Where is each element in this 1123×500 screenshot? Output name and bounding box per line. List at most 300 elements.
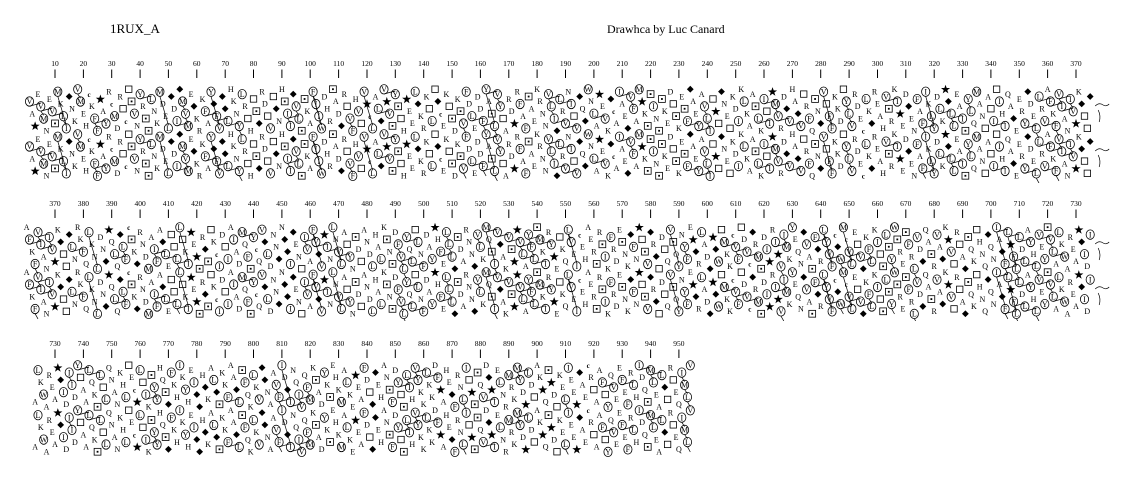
residue-letter: E — [531, 161, 537, 171]
residue-letter: N — [43, 171, 50, 181]
residue-letter: R — [1067, 232, 1073, 242]
hydrophobic-letter: V — [386, 154, 393, 164]
hydrophobic-letter: L — [338, 259, 344, 269]
residue-letter: Q — [245, 390, 251, 400]
hydrophobic-letter: M — [754, 297, 762, 307]
residue-letter: N — [911, 171, 918, 181]
residue-letter: A — [372, 137, 379, 147]
hydrophobic-letter: I — [924, 132, 928, 142]
hydrophobic-letter: W — [836, 254, 845, 264]
residue-letter: E — [571, 432, 577, 442]
residue-letter: D — [667, 87, 674, 97]
residue-letter: D — [355, 245, 362, 254]
serine-dot-icon — [219, 448, 221, 450]
residue-letter: E — [909, 159, 914, 169]
hydrophobic-letter: I — [218, 307, 221, 317]
residue-letter: N — [108, 420, 115, 430]
residue-letter: A — [341, 410, 348, 420]
hydrophobic-letter: F — [685, 116, 690, 126]
residue-letter: D — [281, 418, 288, 428]
hydrophobic-letter: L — [557, 139, 563, 149]
hydrophobic-letter: F — [435, 418, 441, 428]
hydrophobic-letter: V — [744, 247, 750, 257]
hydrophobic-letter: L — [869, 257, 875, 267]
residue-letter: K — [145, 447, 152, 457]
residue-letter: N — [633, 254, 640, 264]
hydrophobic-letter: L — [86, 365, 92, 375]
ruler-label: 860 — [418, 339, 430, 348]
hydrophobic-letter: V — [74, 130, 81, 139]
residue-letter: A — [1064, 264, 1071, 274]
hydrophobic-letter: V — [732, 287, 739, 297]
residue-letter: K — [863, 232, 869, 242]
residue-letter: D — [392, 410, 399, 420]
residue-letter: A — [1061, 159, 1068, 169]
hydrophobic-letter: L — [265, 294, 271, 304]
residue-letter: D — [854, 102, 861, 112]
cysteine-letter: c — [731, 231, 735, 240]
residue-letter: R — [628, 413, 634, 423]
hydrophobic-letter: L — [296, 114, 302, 124]
residue-letter: K — [891, 85, 898, 94]
residue-letter: H — [880, 169, 886, 179]
residue-letter: A — [205, 119, 211, 129]
serine-dot-icon — [284, 146, 286, 148]
residue-letter: K — [925, 99, 932, 109]
residue-letter: E — [588, 280, 594, 290]
hydrophobic-letter: V — [610, 428, 617, 437]
residue-letter: K — [54, 225, 61, 235]
hydrophobic-letter: I — [47, 277, 51, 287]
residue-letter: D — [236, 304, 243, 314]
hydrophobic-letter: I — [1083, 294, 1086, 304]
ruler-label: 890 — [503, 339, 515, 348]
serine-dot-icon — [1047, 271, 1049, 273]
serine-dot-icon — [644, 296, 646, 298]
hydrophobic-letter: L — [429, 116, 435, 126]
hydrophobic-letter: Y — [395, 423, 402, 433]
hydrophobic-letter: V — [480, 392, 487, 402]
residue-letter: Q — [579, 104, 586, 114]
serine-dot-icon — [219, 403, 221, 405]
residue-letter: K — [727, 262, 733, 272]
ruler-label: 590 — [673, 199, 685, 208]
residue-letter: R — [696, 304, 702, 314]
serine-dot-icon — [658, 175, 660, 177]
hydrophobic-letter: L — [928, 156, 934, 166]
hydrophobic-letter: F — [310, 87, 316, 97]
residue-letter: R — [596, 227, 603, 237]
ruler-label: 740 — [77, 339, 90, 348]
hydrophobic-letter: L — [1022, 302, 1028, 312]
ruler-label: 20 — [79, 59, 88, 68]
residue-letter: D — [281, 373, 288, 383]
residue-letter: A — [270, 368, 277, 378]
hydrophobic-letter: L — [401, 264, 407, 274]
hydrophobic-letter: M — [536, 280, 544, 290]
residue-letter: N — [588, 142, 594, 152]
residue-letter: E — [46, 94, 52, 104]
residue-letter: D — [704, 252, 711, 262]
serine-dot-icon — [151, 374, 153, 376]
hydrophobic-letter: F — [608, 232, 614, 242]
hydrophobic-letter: F — [27, 235, 32, 245]
hydrophobic-letter: F — [517, 144, 523, 154]
hydrophobic-letter: I — [765, 290, 769, 299]
ruler-label: 330 — [956, 59, 969, 68]
residue-letter: E — [580, 287, 585, 297]
residue-letter: R — [696, 259, 702, 269]
residue-letter: E — [350, 402, 356, 412]
residue-letter: D — [781, 92, 787, 102]
hydrophobic-letter: V — [494, 89, 501, 99]
residue-letter: K — [511, 395, 518, 405]
residue-letter: R — [931, 262, 937, 272]
ruler-label: 420 — [191, 199, 203, 208]
residue-letter: E — [293, 240, 299, 250]
ruler-label: 920 — [588, 339, 600, 348]
residue-letter: E — [568, 420, 574, 430]
residue-letter: H — [443, 365, 450, 375]
residue-letter: N — [383, 418, 390, 428]
serine-dot-icon — [451, 163, 453, 165]
residue-letter: N — [457, 428, 464, 437]
residue-letter: A — [593, 442, 600, 452]
hydrophobic-letter: W — [714, 302, 723, 312]
hydrophobic-letter: Y — [250, 277, 257, 287]
hydrophobic-letter: I — [1003, 121, 1007, 131]
residue-letter: Q — [795, 292, 801, 302]
residue-letter: R — [611, 290, 617, 299]
hydrophobic-letter: I — [67, 413, 71, 423]
hydrophobic-letter: L — [370, 169, 376, 179]
hydrophobic-letter: F — [154, 257, 160, 267]
serine-dot-icon — [528, 96, 530, 98]
residue-letter: R — [537, 142, 543, 152]
serine-dot-icon — [930, 298, 932, 300]
residue-letter: A — [522, 262, 529, 272]
hydrophobic-letter: I — [1060, 102, 1064, 112]
residue-letter: K — [210, 282, 217, 292]
residue-letter: A — [1064, 309, 1071, 319]
residue-letter: H — [582, 254, 589, 264]
residue-letter: E — [554, 309, 560, 319]
residue-letter: K — [642, 154, 648, 164]
hydrophobic-letter: Y — [483, 85, 489, 94]
cysteine-letter: c — [254, 291, 258, 299]
residue-letter: D — [1019, 290, 1025, 299]
hydrophobic-letter: I — [876, 282, 879, 292]
residue-letter: R — [591, 292, 597, 302]
residue-letter: E — [1013, 171, 1019, 181]
residue-letter: K — [131, 292, 138, 302]
hydrophobic-letter: L — [239, 89, 245, 99]
residue-letter: A — [307, 257, 314, 267]
residue-letter: Q — [562, 302, 569, 312]
hydrophobic-letter: L — [69, 287, 75, 297]
hydrophobic-letter: I — [552, 159, 556, 169]
residue-letter: N — [332, 235, 339, 245]
hydrophobic-letter: Y — [676, 307, 682, 317]
residue-letter: K — [179, 418, 186, 428]
hydrophobic-letter: Y — [965, 94, 972, 104]
residue-letter: N — [279, 223, 285, 232]
hydrophobic-letter: V — [273, 380, 280, 390]
residue-letter: K — [205, 395, 211, 405]
residue-letter: R — [871, 87, 878, 97]
residue-letter: A — [528, 104, 535, 114]
residue-letter: D — [267, 307, 274, 317]
hydrophobic-letter: L — [846, 154, 852, 164]
serine-dot-icon — [596, 308, 598, 310]
residue-letter: K — [171, 425, 177, 435]
residue-letter: K — [310, 408, 316, 418]
hydrophobic-letter: V — [849, 166, 855, 176]
residue-letter: D — [902, 134, 909, 144]
hydrophobic-letter: Y — [74, 406, 81, 415]
residue-letter: A — [806, 252, 813, 262]
residue-letter: R — [1019, 152, 1025, 161]
residue-letter: K — [199, 94, 206, 104]
residue-letter: A — [23, 268, 30, 277]
hydrophobic-letter: F — [361, 408, 367, 418]
hydrophobic-letter: I — [280, 406, 284, 415]
residue-letter: E — [560, 383, 566, 392]
residue-letter: K — [145, 402, 152, 412]
ruler-label: 380 — [77, 199, 90, 208]
residue-letter: R — [259, 132, 265, 142]
hydrophobic-letter: Y — [843, 97, 850, 107]
hydrophobic-letter: I — [762, 139, 766, 149]
hydrophobic-letter: V — [627, 92, 634, 102]
hydrophobic-letter: L — [424, 368, 429, 378]
ruler-label: 460 — [304, 199, 316, 208]
hydrophobic-letter: I — [708, 126, 712, 136]
residue-letter: D — [528, 425, 535, 435]
hydrophobic-letter: F — [438, 247, 443, 257]
residue-letter: Q — [922, 225, 929, 235]
residue-letter: K — [324, 425, 331, 435]
residue-letter: K — [534, 85, 540, 94]
residue-letter: R — [818, 302, 824, 312]
residue-letter: A — [375, 287, 382, 297]
residue-letter: N — [151, 152, 158, 161]
residue-letter: A — [1044, 85, 1051, 94]
serine-dot-icon — [392, 308, 394, 310]
serine-dot-icon — [882, 310, 884, 312]
residue-letter: A — [32, 442, 38, 452]
hydrophobic-letter: V — [49, 107, 56, 116]
serine-dot-icon — [199, 268, 201, 270]
hydrophobic-letter: M — [156, 87, 164, 97]
residue-letter: A — [341, 365, 348, 375]
residue-letter: Q — [301, 370, 308, 380]
hydrophobic-letter: I — [280, 361, 284, 370]
residue-letter: Q — [106, 408, 112, 418]
serine-dot-icon — [241, 414, 243, 416]
hydrophobic-letter: L — [755, 159, 761, 169]
hydrophobic-letter: I — [144, 390, 148, 400]
hydrophobic-letter: I — [566, 408, 570, 418]
hydrophobic-letter: V — [568, 237, 575, 247]
hydrophobic-letter: L — [1013, 309, 1019, 319]
residue-letter: D — [477, 104, 484, 114]
residue-letter: H — [976, 237, 983, 247]
serine-dot-icon — [315, 379, 317, 381]
hydrophobic-letter: L — [95, 264, 100, 274]
residue-letter: Q — [795, 247, 801, 257]
cysteine-letter: c — [368, 157, 372, 166]
hydrophobic-letter: I — [192, 423, 196, 433]
residue-letter: K — [863, 277, 869, 287]
ruler-label: 210 — [616, 59, 628, 68]
hydrophobic-letter: I — [961, 114, 964, 124]
residue-letter: Q — [1005, 134, 1011, 144]
residue-letter: A — [633, 116, 640, 126]
hydrophobic-letter: V — [35, 227, 41, 237]
residue-letter: Q — [242, 240, 248, 250]
residue-letter: N — [327, 254, 333, 264]
hydrophobic-letter: Y — [151, 383, 158, 392]
ruler-label: 150 — [446, 59, 458, 68]
residue-letter: R — [778, 169, 784, 179]
residue-letter: E — [49, 383, 55, 392]
hydrophobic-letter: L — [429, 161, 435, 171]
hydrophobic-letter: L — [446, 285, 452, 295]
hydrophobic-letter: M — [482, 268, 490, 277]
residue-letter: A — [111, 432, 118, 442]
hydrophobic-letter: L — [883, 230, 889, 240]
hydrophobic-letter: V — [1070, 152, 1077, 161]
hydrophobic-letter: F — [829, 124, 835, 134]
hydrophobic-letter: F — [203, 152, 208, 161]
hydrophobic-letter: L — [330, 223, 336, 232]
hydrophobic-letter: F — [631, 242, 636, 252]
residue-letter: Q — [1005, 89, 1011, 99]
hydrophobic-letter: L — [177, 223, 183, 232]
residue-letter: N — [134, 121, 141, 131]
residue-letter: Q — [673, 294, 679, 304]
ruler-label: 900 — [531, 339, 543, 348]
hydrophobic-letter: W — [39, 390, 48, 400]
serine-dot-icon — [491, 296, 493, 298]
residue-letter: K — [247, 402, 254, 412]
residue-letter: D — [335, 109, 342, 119]
serine-dot-icon — [315, 424, 317, 426]
hydrophobic-letter: W — [39, 435, 48, 445]
hydrophobic-letter: I — [226, 254, 230, 264]
hydrophobic-letter: W — [584, 85, 592, 94]
hydrophobic-letter: V — [562, 164, 569, 174]
hydrophobic-letter: I — [618, 132, 621, 142]
hydrophobic-letter: V — [914, 277, 921, 287]
residue-letter: D — [392, 365, 399, 375]
ruler-label: 710 — [1013, 199, 1025, 208]
cysteine-letter: c — [127, 224, 131, 232]
residue-letter: D — [639, 373, 645, 383]
serine-dot-icon — [661, 98, 663, 100]
ruler-label: 70 — [221, 59, 229, 68]
residue-letter: E — [875, 99, 880, 109]
residue-letter: N — [276, 161, 282, 171]
hydrophobic-letter: F — [619, 375, 625, 385]
hydrophobic-letter: V — [474, 230, 481, 240]
residue-letter: N — [114, 400, 121, 410]
hydrophobic-letter: M — [179, 142, 187, 152]
residue-letter: D — [321, 137, 328, 147]
hydrophobic-letter: Y — [965, 139, 972, 149]
hydrophobic-letter: V — [355, 107, 362, 116]
residue-letter: Q — [676, 445, 682, 455]
residue-letter: A — [596, 365, 603, 375]
residue-letter: D — [1027, 99, 1034, 109]
hydrophobic-letter: F — [350, 171, 356, 181]
hydrophobic-letter: L — [477, 287, 483, 297]
residue-letter: A — [749, 89, 756, 99]
hydrophobic-letter: L — [937, 104, 943, 114]
residue-letter: D — [520, 432, 526, 442]
hydrophobic-letter: M — [184, 166, 192, 176]
hydrophobic-letter: L — [86, 410, 92, 420]
serine-dot-icon — [528, 141, 530, 143]
residue-letter: D — [432, 361, 438, 370]
residue-letter: K — [724, 249, 731, 259]
residue-letter: K — [199, 139, 206, 149]
serine-dot-icon — [332, 88, 334, 90]
hydrophobic-letter: V — [313, 237, 319, 247]
hydrophobic-letter: V — [74, 85, 81, 94]
hydrophobic-letter: F — [807, 114, 812, 124]
hydrophobic-letter: W — [584, 130, 592, 139]
residue-letter: R — [117, 92, 123, 102]
ruler-label: 390 — [106, 199, 118, 208]
residue-letter: Q — [608, 370, 614, 380]
hydrophobic-letter: L — [492, 121, 498, 131]
serine-dot-icon — [332, 133, 334, 135]
hydrophobic-letter: F — [1048, 97, 1053, 107]
hydrophobic-letter: W — [317, 169, 326, 179]
residue-letter: H — [83, 166, 90, 176]
ruler-label: 670 — [900, 199, 912, 208]
residue-letter: E — [588, 235, 594, 245]
residue-letter: K — [454, 139, 461, 149]
hydrophobic-letter: F — [914, 94, 920, 104]
serine-dot-icon — [241, 369, 243, 371]
ruler-label: 760 — [134, 339, 146, 348]
residue-letter: K — [605, 309, 611, 319]
residue-letter: E — [792, 280, 798, 290]
residue-letter: K — [539, 247, 546, 257]
residue-letter: R — [455, 415, 461, 425]
residue-letter: E — [188, 365, 194, 375]
hydrophobic-letter: I — [47, 232, 51, 242]
residue-letter: R — [897, 292, 903, 302]
hydrophobic-letter: V — [778, 262, 784, 272]
hydrophobic-letter: L — [112, 294, 118, 304]
ruler-label: 790 — [219, 339, 231, 348]
hydrophobic-letter: V — [701, 102, 708, 112]
cysteine-letter: c — [254, 246, 258, 254]
residue-letter: D — [364, 420, 370, 430]
hydrophobic-letter: M — [783, 287, 791, 297]
hydrophobic-letter: I — [317, 111, 321, 121]
hydrophobic-letter: L — [557, 94, 563, 104]
serine-dot-icon — [392, 170, 394, 172]
hydrophobic-letter: I — [70, 380, 74, 390]
hydrophobic-letter: V — [602, 114, 609, 124]
cysteine-letter: c — [578, 231, 582, 240]
hydrophobic-letter: V — [883, 137, 889, 147]
